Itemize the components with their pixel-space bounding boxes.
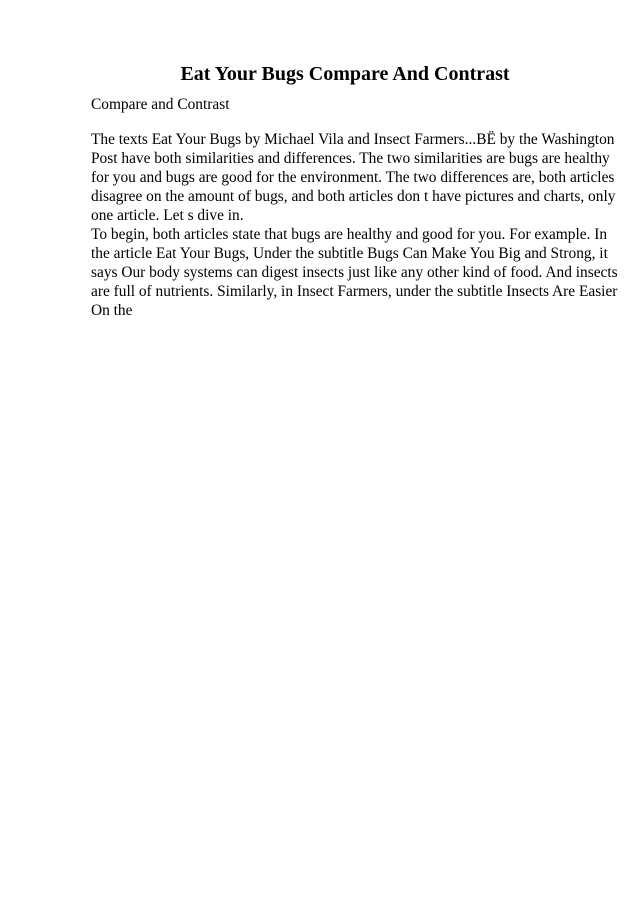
body-line: Post have both similarities and differences. The two similarities are bugs are healthy [91,150,610,167]
body-line: To begin, both articles state that bugs are healthy and good for you. For example. In [91,226,608,243]
body-line: The texts Eat Your Bugs by Michael Vila and Insect Farmers...BË by the Washington [91,131,615,148]
body-line: for you and bugs are good for the environment. The two differences are, both articles [91,169,615,186]
body-line: On the [91,302,133,319]
body-line: says Our body systems can digest insects just like any other kind of food. And insects [91,264,618,281]
body-line: the article Eat Your Bugs, Under the subtitle Bugs Can Make You Big and Strong, it [91,245,608,262]
body-line: disagree on the amount of bugs, and both articles don t have pictures and charts, only [91,188,616,205]
body-line: are full of nutrients. Similarly, in Insect Farmers, under the subtitle Insects Are Easier [91,283,618,300]
document-subtitle: Compare and Contrast [91,96,230,113]
body-line: one article. Let s dive in. [91,207,244,224]
document-body [91,130,618,320]
document-title: Eat Your Bugs Compare And Contrast [180,63,510,85]
